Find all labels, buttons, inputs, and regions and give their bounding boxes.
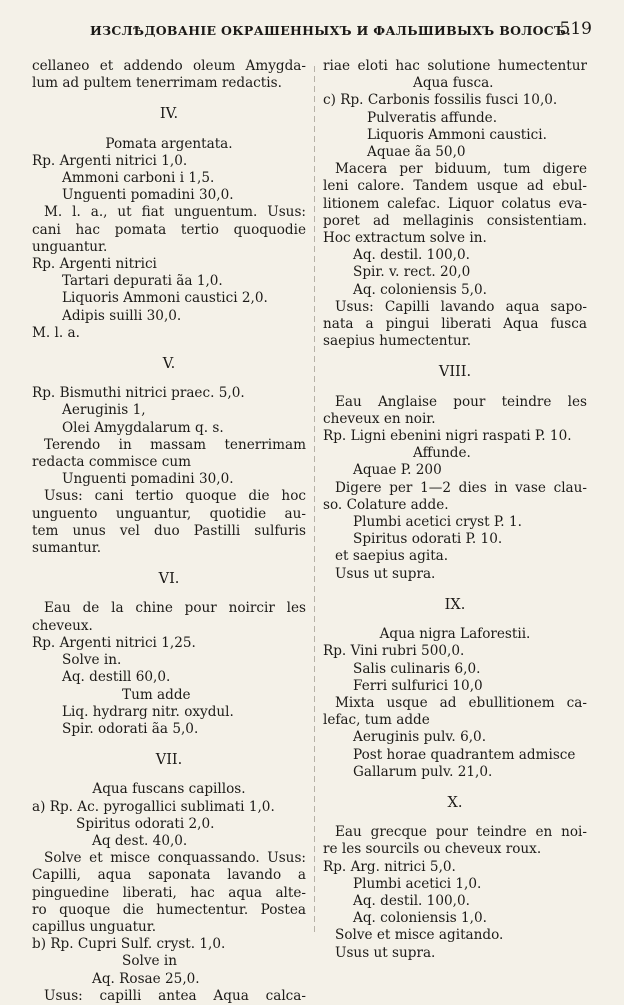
text-line: Usus: capilli antea Aqua calca- (44, 987, 306, 1004)
text-line: re les sourcils ou cheveux roux. (323, 841, 542, 858)
text-line: Olei Amygdalarum q. s. (62, 419, 224, 436)
section-heading-x: X. (447, 794, 463, 811)
text-line: Rp. Argenti nitrici 1,0. (32, 152, 188, 169)
text-line: c) Rp. Carbonis fossilis fusci 10,0. (323, 92, 558, 109)
text-line: Rp. Vini rubri 500,0. (323, 643, 465, 660)
text-line: et saepius agita. (335, 548, 449, 565)
text-line: Adipis suilli 30,0. (62, 307, 182, 324)
text-line: saepius humectentur. (323, 333, 472, 350)
text-line: Spir. odorati ãa 5,0. (62, 720, 199, 737)
text-line: Aeruginis pulv. 6,0. (353, 729, 487, 746)
text-line: Eau de la chine pour noircir les (44, 600, 306, 617)
column-divider (314, 66, 315, 936)
text-line: Ammoni carboni i 1,5. (62, 170, 215, 187)
text-line: Aqua fusca. (413, 75, 494, 92)
text-line: Terendo in massam tenerrimam (44, 436, 306, 453)
text-line: nata a pingui liberati Aqua fusca (323, 316, 587, 333)
text-line: Solve et misce conquassando. Usus: (44, 850, 306, 867)
text-line: Mixta usque ad ebullitionem ca- (335, 694, 587, 711)
text-line: riae eloti hac solutione humectentur (323, 58, 587, 74)
text-line: Usus: Capilli lavando aqua sapo- (335, 298, 587, 315)
text-line: Rp. Arg. nitrici 5,0. (323, 858, 456, 875)
text-line: Liq. hydrarg nitr. oxydul. (62, 703, 234, 720)
text-line: Liquoris Ammoni caustici 2,0. (62, 290, 268, 307)
text-line: Capilli, aqua saponata lavando a (32, 867, 306, 884)
text-line: a) Rp. Ac. pyrogallici sublimati 1,0. (32, 798, 275, 815)
text-line: Affunde. (413, 445, 471, 462)
text-line: Plumbi acetici 1,0. (353, 875, 482, 892)
text-line: Spir. v. rect. 20,0 (353, 264, 471, 281)
text-line: Digere per 1—2 dies in vase clau- (335, 479, 587, 496)
text-line: tem unus vel duo Pastilli sulfuris (32, 522, 306, 539)
recipe-title: Pomata argentata. (105, 135, 233, 152)
text-line: Tartari depurati ãa 1,0. (62, 273, 223, 290)
section-heading-vi: VI. (158, 571, 180, 588)
section-heading-ix: IX. (444, 596, 466, 613)
text-line: Plumbi acetici cryst P. 1. (353, 514, 522, 531)
text-line: Aeruginis 1, (62, 402, 146, 419)
text-line: leni calore. Tandem usque ad ebul- (323, 178, 587, 195)
text-line: Salis culinaris 6,0. (353, 660, 481, 677)
text-line: Aquae ãa 50,0 (367, 144, 466, 161)
text-line: cani hac pomata tertio quoquodie (32, 221, 306, 238)
text-line: cellaneo et addendo oleum Amygda- (32, 58, 306, 74)
text-line: Ferri sulfurici 10,0 (353, 677, 483, 694)
text-line: Rp. Argenti nitrici (32, 256, 157, 273)
page-header (32, 19, 592, 43)
text-line: Spiritus odorati P. 10. (353, 531, 503, 548)
text-line: Aq dest. 40,0. (92, 832, 188, 849)
text-line: lefac, tum adde (323, 712, 430, 729)
section-heading-vii: VII. (155, 752, 183, 769)
running-title: ИЗСЛѢДОВАНІЕ ОКРАШЕННЫХЪ И ФАЛЬШИВЫХЪ ВОЛОСЪ. (90, 23, 571, 38)
text-line: Usus: cani tertio quoque die hoc (44, 488, 306, 505)
text-line: Rp. Bismuthi nitrici praec. 5,0. (32, 385, 245, 402)
text-line: Solve et misce agitando. (335, 927, 504, 944)
text-line: Aq. Rosae 25,0. (92, 970, 200, 987)
text-line: pinguedine liberati, hac aqua alte- (32, 884, 306, 901)
text-line: cheveux en noir. (323, 410, 436, 427)
text-line: Solve in. (62, 652, 122, 669)
left-column (32, 58, 306, 1005)
text-line: Solve in (122, 953, 177, 970)
text-line: Usus ut supra. (335, 565, 436, 582)
text-line: Usus ut supra. (335, 944, 436, 961)
text-line: Aq. destil. 100,0. (353, 892, 470, 909)
text-line: Aq. destill 60,0. (62, 669, 171, 686)
text-line: litionem calefac. Liquor colatus eva- (323, 195, 587, 212)
text-line: Unguenti pomadini 30,0. (62, 187, 234, 204)
text-line: so. Colature adde. (323, 496, 449, 513)
text-line: b) Rp. Cupri Sulf. cryst. 1,0. (32, 936, 226, 953)
text-line: Hoc extractum solve in. (323, 230, 487, 247)
text-line: Gallarum pulv. 21,0. (353, 763, 493, 780)
text-line: poret ad mellaginis consistentiam. (323, 212, 587, 229)
text-line: Liquoris Ammoni caustici. (367, 126, 547, 143)
recipe-title: Aqua nigra Laforestii. (379, 626, 531, 643)
text-line: Aq. coloniensis 1,0. (353, 910, 487, 927)
text-line: cheveux. (32, 617, 93, 634)
right-column (323, 58, 587, 962)
page-number: 519 (559, 19, 592, 39)
text-line: Pulveratis affunde. (367, 109, 498, 126)
text-line: Post horae quadrantem admisce (353, 746, 576, 763)
text-line: Eau Anglaise pour teindre les (335, 393, 587, 410)
text-line: M. l. a. (32, 324, 80, 341)
section-heading-iv: IV. (159, 106, 179, 123)
text-line: Rp. Ligni ebenini nigri raspati P. 10. (323, 428, 572, 445)
recipe-title: Aqua fuscans capillos. (92, 781, 246, 798)
text-line: Aquae P. 200 (353, 462, 442, 479)
text-line: M. l. a., ut fiat unguentum. Usus: (44, 204, 306, 221)
text-line: Eau grecque pour teindre en noi- (335, 824, 587, 841)
text-line: unguento unguantur, quotidie au- (32, 505, 306, 522)
text-line: Macera per biduum, tum digere (335, 161, 587, 178)
section-heading-viii: VIII. (438, 364, 472, 381)
section-heading-v: V. (162, 356, 176, 373)
text-line: ro quoque die humectentur. Postea (32, 901, 306, 918)
text-line: Aq. destil. 100,0. (353, 247, 470, 264)
text-line: Rp. Argenti nitrici 1,25. (32, 634, 196, 651)
text-line: capillus unguatur. (32, 918, 157, 935)
text-line: lum ad pultem tenerrimam redactis. (32, 75, 282, 92)
text-line: Tum adde (122, 686, 191, 703)
text-line: sumantur. (32, 540, 102, 557)
text-line: unguantur. (32, 238, 108, 255)
text-line: Aq. coloniensis 5,0. (353, 281, 487, 298)
text-line: redacta commisce cum (32, 454, 191, 471)
text-line: Unguenti pomadini 30,0. (62, 471, 234, 488)
text-line: Spiritus odorati 2,0. (76, 815, 215, 832)
